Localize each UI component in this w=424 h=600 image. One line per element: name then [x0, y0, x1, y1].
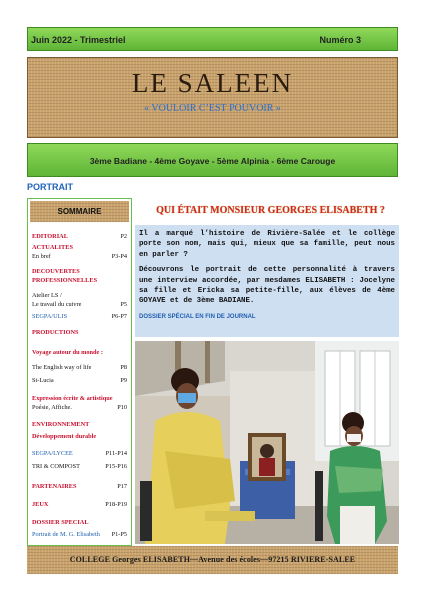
toc-item[interactable]: Le travail du cuivre P5: [32, 301, 127, 308]
toc-item: ACTUALITES: [32, 244, 73, 251]
toc-item[interactable]: En bref P3-P4: [32, 253, 127, 260]
toc-item[interactable]: SEGPA/ULIS P6-P7: [32, 313, 127, 320]
toc-item: PRODUCTIONS: [32, 329, 79, 336]
toc-item: Expression écrite & artistique: [32, 395, 113, 402]
toc-item: PROFESSIONNELLES: [32, 277, 98, 284]
article-title: QUI ÉTAIT MONSIEUR GEORGES ELISABETH ?: [156, 205, 385, 216]
toc-item[interactable]: JEUX P18-P19: [32, 501, 127, 508]
dossier-note: DOSSIER SPÉCIAL EN FIN DE JOURNAL: [139, 313, 256, 320]
toc-item[interactable]: The English way of life P8: [32, 364, 127, 371]
article-paragraph: Il a marqué l’histoire de Rivière-Salée et le collège porte son nom, mais qui, mieux que sa famille, peut nous en parler ?: [139, 230, 395, 259]
sommaire-sidebar: [27, 198, 132, 546]
toc-item: ENVIRONNEMENT: [32, 421, 90, 428]
toc-item: DOSSIER SPECIAL: [32, 519, 89, 526]
toc-item: Atelier LS /: [32, 292, 62, 299]
issue-date: Juin 2022 - Trimestriel: [31, 35, 126, 45]
toc-item: Voyage autour du monde :: [32, 349, 104, 356]
toc-item: DECOUVERTES: [32, 268, 80, 275]
article-intro: [135, 225, 399, 337]
masthead-motto: « VOULOIR C’EST POUVOIR »: [144, 103, 281, 114]
interview-photo: [135, 341, 399, 544]
masthead-title: LE SALEEN: [131, 68, 294, 98]
footer-address: COLLEGE Georges ELISABETH—Avenue des écoles—97215 RIVIERE-SALEE: [27, 546, 398, 574]
toc-item[interactable]: Poésie, Affiche. P10: [32, 404, 127, 411]
toc-item[interactable]: SEGPA/LYCEE P11-P14: [32, 450, 127, 457]
toc-item: Développement durable: [32, 433, 97, 440]
toc-item[interactable]: TRI & COMPOST P15-P16: [32, 463, 127, 470]
toc-item[interactable]: PARTENAIRES P17: [32, 483, 127, 490]
toc-item[interactable]: EDITORIAL P2: [32, 233, 127, 240]
toc-item[interactable]: St-Lucia P9: [32, 377, 127, 384]
sommaire-title: SOMMAIRE: [30, 201, 129, 222]
issue-number: Numéro 3: [319, 35, 361, 45]
interview-photo-image: [135, 341, 399, 544]
masthead: [27, 57, 398, 138]
article-paragraph: Découvrons le portrait de cette personnalité à travers une interview accordée, par mesdames ELISABETH : Jocelyne sa fille et Ericka sa petite-fille, aux élèves de 4ème GOYAVE et de 3ème BADIANE.: [139, 266, 395, 306]
issue-bar: [27, 27, 398, 51]
section-label: PORTRAIT: [27, 182, 73, 192]
toc-item[interactable]: Portrait de M. G. Elisabeth P1-P5: [32, 531, 127, 538]
classes-bar: 3ème Badiane - 4ème Goyave - 5ème Alpinia - 6ème Carouge: [27, 143, 398, 177]
